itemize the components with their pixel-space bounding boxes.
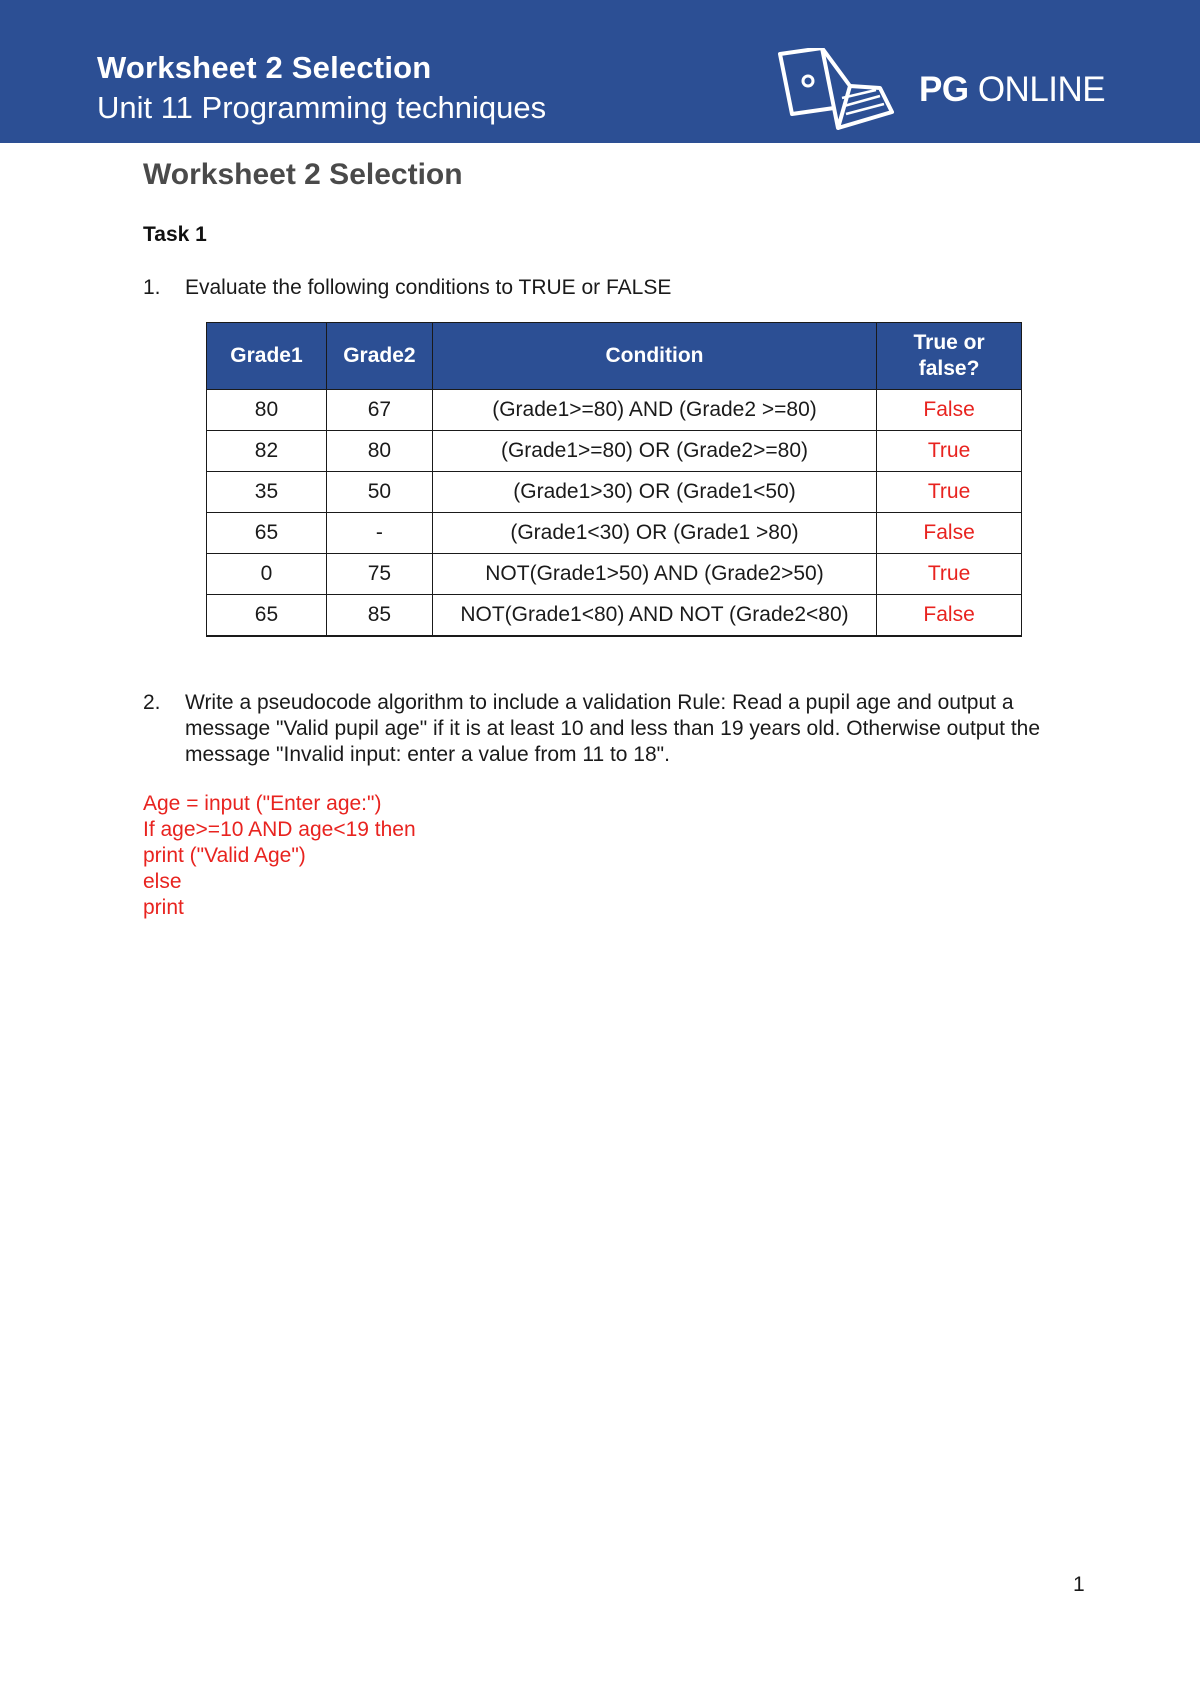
- grade1-cell: 65: [207, 513, 327, 554]
- logo-wordmark: [919, 70, 1105, 110]
- grade2-cell: 85: [326, 595, 432, 637]
- header-grade2: Grade2: [326, 323, 432, 390]
- answer-cell: True: [877, 472, 1022, 513]
- table-row: [207, 431, 1022, 472]
- grade1-cell: 65: [207, 595, 327, 637]
- code-line: print ("Valid Age"): [143, 844, 306, 867]
- table-row: [207, 390, 1022, 431]
- table-row: [207, 513, 1022, 554]
- condition-cell: (Grade1>=80) OR (Grade2>=80): [432, 431, 876, 472]
- answer-cell: False: [877, 595, 1022, 637]
- answer-cell: False: [877, 513, 1022, 554]
- question-number: 1.: [143, 276, 161, 299]
- answer-pseudocode: [143, 791, 416, 921]
- code-line: Age = input ("Enter age:"): [143, 792, 382, 815]
- header-banner: [0, 0, 1200, 143]
- condition-cell: (Grade1<30) OR (Grade1 >80): [432, 513, 876, 554]
- condition-cell: (Grade1>30) OR (Grade1<50): [432, 472, 876, 513]
- grade2-cell: 67: [326, 390, 432, 431]
- answer-cell: True: [877, 554, 1022, 595]
- header-subtitle: Unit 11 Programming techniques: [97, 90, 547, 125]
- code-line: else: [143, 870, 182, 893]
- grade2-cell: -: [326, 513, 432, 554]
- grade1-cell: 0: [207, 554, 327, 595]
- grade2-cell: 80: [326, 431, 432, 472]
- page-title: Worksheet 2 Selection: [143, 158, 463, 191]
- grade2-cell: 75: [326, 554, 432, 595]
- question-1: [143, 275, 1043, 301]
- question-text: Evaluate the following conditions to TRUE or FALSE: [185, 276, 672, 299]
- grade1-cell: 35: [207, 472, 327, 513]
- header-true-or-false: True or false?: [877, 323, 1022, 390]
- question-text: Write a pseudocode algorithm to include a validation Rule: Read a pupil age and output a message "Valid pupil age" if it is at least 10 and less than 19 years old. Otherwise output the message "Invalid input: enter a value from 11 to 18".: [185, 691, 1041, 766]
- table-row: [207, 554, 1022, 595]
- conditions-table: [206, 322, 1022, 637]
- pg-online-logo: [772, 48, 1122, 134]
- header-title: Worksheet 2 Selection: [97, 50, 432, 85]
- condition-cell: NOT(Grade1<80) AND NOT (Grade2<80): [432, 595, 876, 637]
- answer-cell: True: [877, 431, 1022, 472]
- table-row: [207, 595, 1022, 637]
- code-line: If age>=10 AND age<19 then: [143, 818, 416, 841]
- logo-online: ONLINE: [977, 70, 1106, 109]
- laptop-icon: [772, 48, 918, 134]
- grade1-cell: 82: [207, 431, 327, 472]
- question-number: 2.: [143, 691, 161, 714]
- answer-cell: False: [877, 390, 1022, 431]
- grade1-cell: 80: [207, 390, 327, 431]
- page-number: 1: [1073, 1573, 1085, 1596]
- code-line: print: [143, 896, 184, 919]
- table-row: [207, 472, 1022, 513]
- task-heading: Task 1: [143, 223, 207, 246]
- question-2: [143, 690, 1073, 770]
- logo-pg: PG: [919, 70, 969, 109]
- grade2-cell: 50: [326, 472, 432, 513]
- condition-cell: NOT(Grade1>50) AND (Grade2>50): [432, 554, 876, 595]
- condition-cell: (Grade1>=80) AND (Grade2 >=80): [432, 390, 876, 431]
- header-grade1: Grade1: [207, 323, 327, 390]
- table-header-row: [207, 323, 1022, 390]
- header-condition: Condition: [432, 323, 876, 390]
